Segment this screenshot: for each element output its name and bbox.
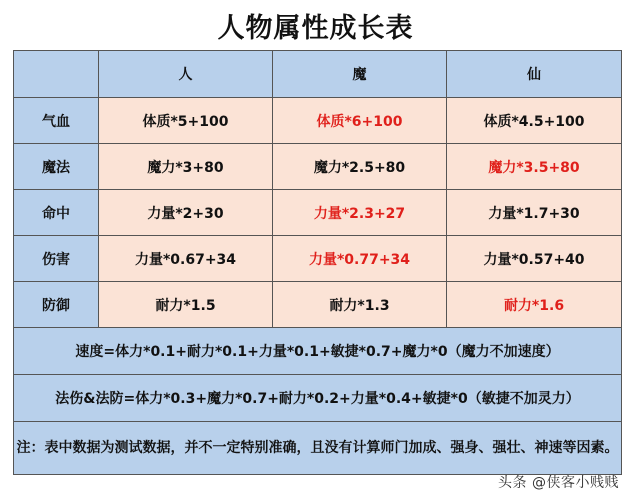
table-row — [14, 236, 622, 282]
page-title: 人物属性成长表 — [217, 13, 414, 44]
table-cell: 体质*4.5+100 — [447, 98, 622, 144]
watermark: 头条 @侠客小贱贱 — [498, 475, 619, 491]
table-cell: 力量*1.7+30 — [447, 190, 622, 236]
row-label: 气血 — [14, 98, 99, 144]
row-label: 伤害 — [14, 236, 99, 282]
magic-formula: 法伤&法防=体力*0.3+魔力*0.7+耐力*0.2+力量*0.4+敏捷*0（敏捷不加灵力） — [14, 375, 622, 422]
table-cell-highlight: 力量*0.77+34 — [273, 236, 447, 282]
header-immortal: 仙 — [447, 51, 622, 98]
header-human: 人 — [99, 51, 273, 98]
table-row — [14, 144, 622, 190]
table-cell: 力量*2+30 — [99, 190, 273, 236]
table-cell: 力量*0.67+34 — [99, 236, 273, 282]
table-cell-highlight: 力量*2.3+27 — [273, 190, 447, 236]
row-label: 防御 — [14, 282, 99, 328]
note-row — [14, 422, 622, 475]
speed-formula: 速度=体力*0.1+耐力*0.1+力量*0.1+敏捷*0.7+魔力*0（魔力不加速度） — [14, 328, 622, 375]
table-cell-highlight: 体质*6+100 — [273, 98, 447, 144]
table-cell-highlight: 耐力*1.6 — [447, 282, 622, 328]
table-row — [14, 282, 622, 328]
row-label: 命中 — [14, 190, 99, 236]
table-cell: 力量*0.57+40 — [447, 236, 622, 282]
attribute-table — [13, 50, 622, 475]
table-cell: 耐力*1.5 — [99, 282, 273, 328]
row-label: 魔法 — [14, 144, 99, 190]
table-note: 注：表中数据为测试数据，并不一定特别准确，且没有计算师门加成、强身、强壮、神速等因素。 — [14, 422, 622, 475]
formula-row-speed — [14, 328, 622, 375]
table-cell: 魔力*2.5+80 — [273, 144, 447, 190]
table-cell: 体质*5+100 — [99, 98, 273, 144]
formula-row-magic — [14, 375, 622, 422]
table-cell: 魔力*3+80 — [99, 144, 273, 190]
table-header-row — [14, 51, 622, 98]
table-cell: 耐力*1.3 — [273, 282, 447, 328]
header-corner — [14, 51, 99, 98]
table-cell-highlight: 魔力*3.5+80 — [447, 144, 622, 190]
header-demon: 魔 — [273, 51, 447, 98]
table-row — [14, 98, 622, 144]
table-row — [14, 190, 622, 236]
